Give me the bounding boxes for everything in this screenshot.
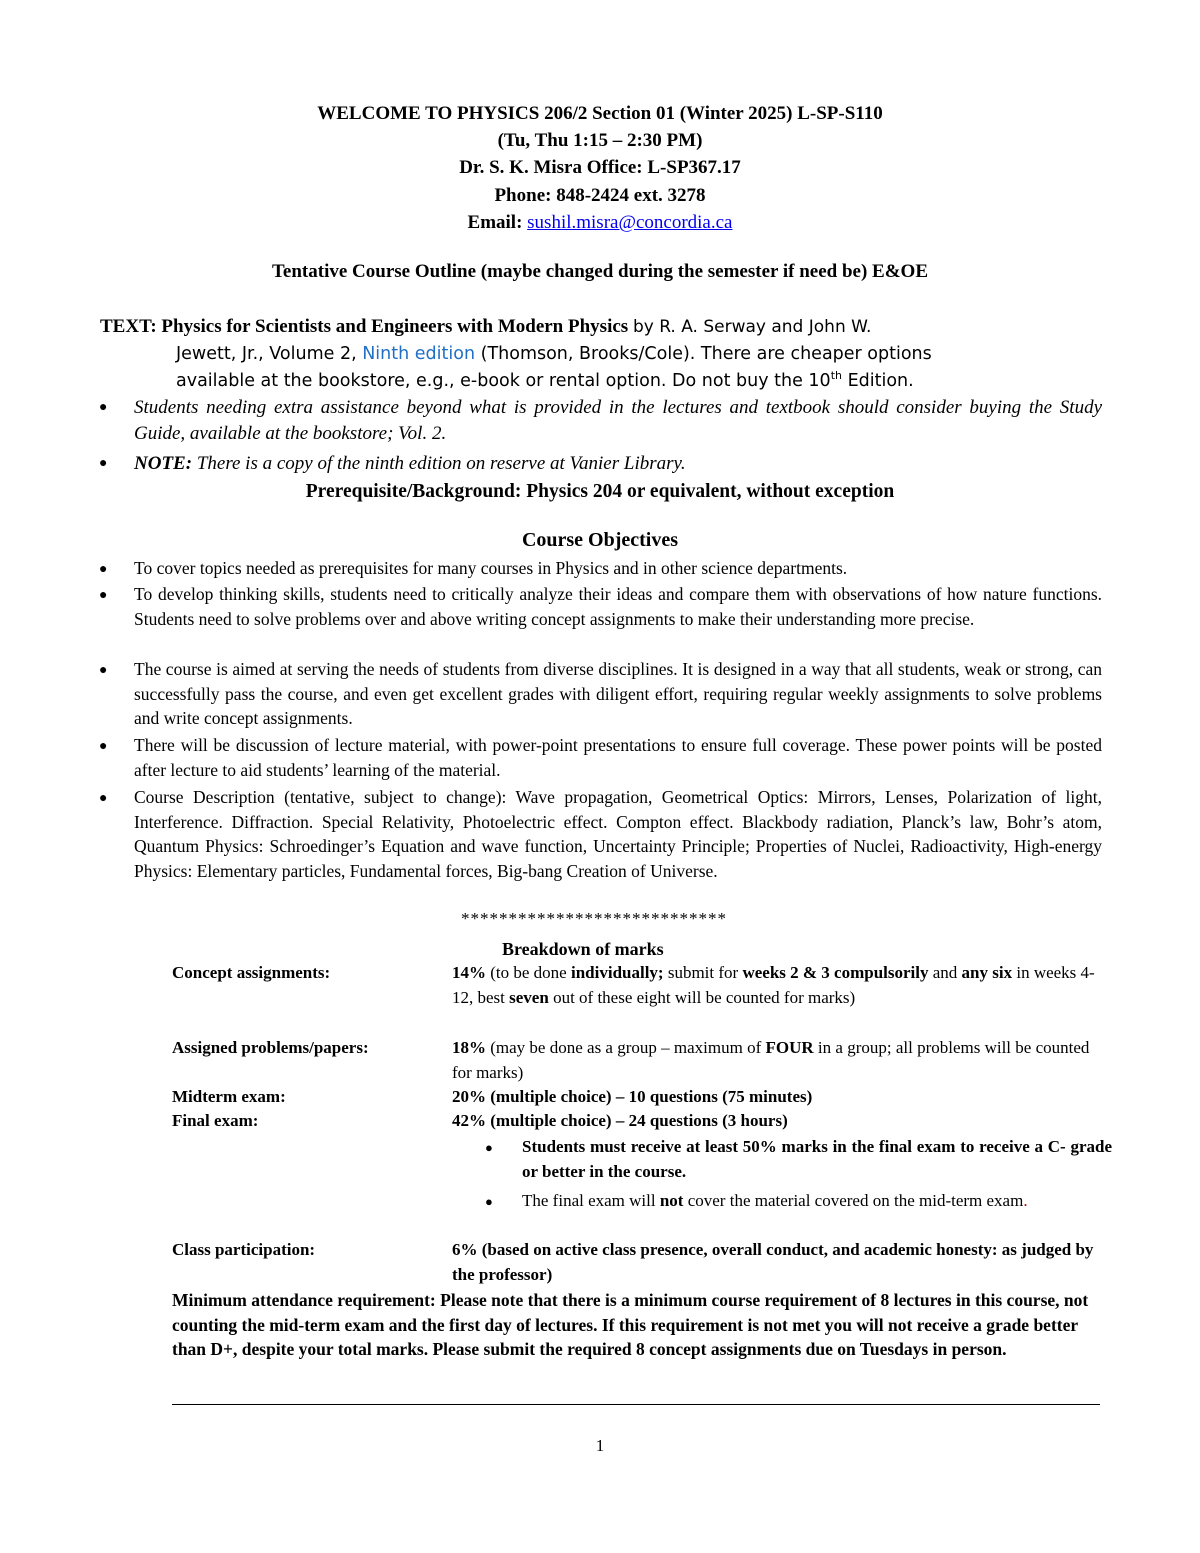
assigned-pct: 18% [452,1038,486,1057]
outline-title: Tentative Course Outline (maybe changed during the semester if need be) E&OE [271,261,928,282]
concept-b1: individually; [570,963,664,982]
marks-title: Breakdown of marks [502,939,664,959]
assigned-label: Assigned problems/papers: [172,1038,369,1057]
attendance-requirement: Minimum attendance requirement: Please note that there is a minimum course requirement of 8 lectures in this course, not counting the mid-term exam and the first day of lectures. If this requirement is not met you will not receive a grade better than D+, despite your total marks. Please submit the required 8 concept assignments due on Tuesdays in person. [172,1290,1089,1359]
study-guide-note: Students needing extra assistance beyond what is provided in the lectures and textbook should consider buying the Study Guide, available at the bookstore; Vol. 2. [134,397,1102,444]
objective-item: Course Description (tentative, subject to change): Wave propagation, Geometrical Optics: Mirrors, Lenses, Polarization of light, Interference. Diffraction. Special Relativity, Photoelectric effect. Compton effect. Blackbody radiation, Planck’s law, Bohr’s atom, Quantum Physics: Schroedinger’s Equation and wave function, Uncertainty Principle; Properties of Nuclei, Radioactivity, High-energy Physics: Elementary particles, Fundamental forces, Big-bang Creation of Universe. [134,787,1102,881]
bullet-icon: ● [99,562,108,577]
assigned-value [452,1036,1112,1085]
bullet-icon: ● [99,456,108,471]
footer-divider [172,1404,1100,1405]
concept-t2: submit for [667,963,739,982]
text-line-2b: (Thomson, Brooks/Cole). There are cheaper options [480,344,932,364]
final-bullet-2a: The final exam will [522,1191,656,1210]
final-label: Final exam: [172,1111,259,1130]
final-bullet-1: Students must receive at least 50% marks in the final exam to receive a C- grade or better in the course. [522,1137,1112,1181]
objective-item: To cover topics needed as prerequisites for many courses in Physics and in other science departments. [134,558,848,578]
page-number: 1 [595,1436,605,1455]
concept-t3: and [932,963,958,982]
text-label: TEXT: [100,316,157,337]
edition-highlight: Ninth edition [362,344,476,364]
concept-label: Concept assignments: [172,963,331,982]
bullet-icon: ● [99,588,108,603]
text-line-2 [176,341,1106,367]
email-label: Email: [467,212,523,233]
participation-label: Class participation: [172,1240,316,1259]
text-line-3a: available at the bookstore, e.g., e-book or rental option. Do not buy the 10 [176,371,831,391]
objective-item: To develop thinking skills, students need to critically analyze their ideas and compare them with observations of how nature functions. Students need to solve problems over and above writing concept assignments to make their understanding more precise. [134,584,1102,629]
final-bullet-2c: cover the material covered on the mid-term exam [687,1191,1024,1210]
stars-divider: **************************** [461,909,727,928]
prerequisite: Prerequisite/Background: Physics 204 or equivalent, without exception [305,481,895,502]
bullet-icon: ● [485,1194,493,1209]
superscript-th: th [830,369,842,383]
bullet-icon: ● [485,1140,493,1155]
assigned-b1: FOUR [765,1038,814,1057]
bullet-icon: ● [99,739,108,754]
final-bullet-2-dot: . [1023,1191,1028,1210]
text-line-3b: Edition. [847,371,914,391]
header-course-title: WELCOME TO PHYSICS 206/2 Section 01 (Winter 2025) L-SP-S110 [317,103,883,124]
bullet-icon: ● [99,400,108,415]
text-line-3 [176,368,1106,394]
bullet-icon: ● [99,663,108,678]
concept-t5: out of these eight will be counted for marks) [553,987,856,1007]
text-line-2a: Jewett, Jr., Volume 2, [176,344,357,364]
note-text: There is a copy of the ninth edition on reserve at Vanier Library. [196,453,686,474]
header-email-line [0,210,1200,235]
assigned-t2: in a group; all problems will be counted for marks) [452,1038,1090,1082]
objectives-title: Course Objectives [521,529,679,551]
header-schedule: (Tu, Thu 1:15 – 2:30 PM) [497,130,703,151]
assigned-t1: (may be done as a group – maximum of [490,1038,762,1057]
midterm-value: 20% (multiple choice) – 10 questions (75 minutes) [452,1087,813,1106]
final-value: 42% (multiple choice) – 24 questions (3 hours) [452,1111,788,1130]
book-title: Physics for Scientists and Engineers with Modern Physics [161,316,629,337]
concept-b2: weeks 2 & 3 compulsorily [742,963,929,982]
participation-value: 6% (based on active class presence, overall conduct, and academic honesty: as judged by the professor) [452,1240,1094,1284]
header-instructor-office: Dr. S. K. Misra Office: L-SP367.17 [459,157,741,178]
book-authors: by R. A. Serway and John W. [632,317,872,337]
concept-t4: in weeks 4-12, best [452,963,1095,1007]
header-phone: Phone: 848-2424 ext. 3278 [494,185,706,206]
concept-value [452,961,1112,1010]
email-link[interactable]: sushil.misra@concordia.ca [527,212,733,233]
final-bullet-2 [522,1188,1112,1213]
final-bullet-2b: not [659,1191,684,1210]
concept-b3: any six [961,963,1013,982]
midterm-label: Midterm exam: [172,1087,286,1106]
bullet-icon: ● [99,791,108,806]
concept-b4: seven [509,987,549,1007]
concept-t1: (to be done [490,963,567,982]
text-line-1 [100,314,1102,340]
objective-item: There will be discussion of lecture material, with power-point presentations to ensure full coverage. These power points will be posted after lecture to aid students’ learning of the material. [134,735,1102,780]
objective-item: The course is aimed at serving the needs of students from diverse disciplines. It is designed in a way that all students, weak or strong, can successfully pass the course, and even get excellent grades with diligent effort, requiring regular weekly assignments to solve problems and write concept assignments. [134,659,1102,728]
note-label: NOTE: [134,453,193,474]
concept-pct: 14% [452,963,486,982]
reserve-note [134,451,1102,477]
